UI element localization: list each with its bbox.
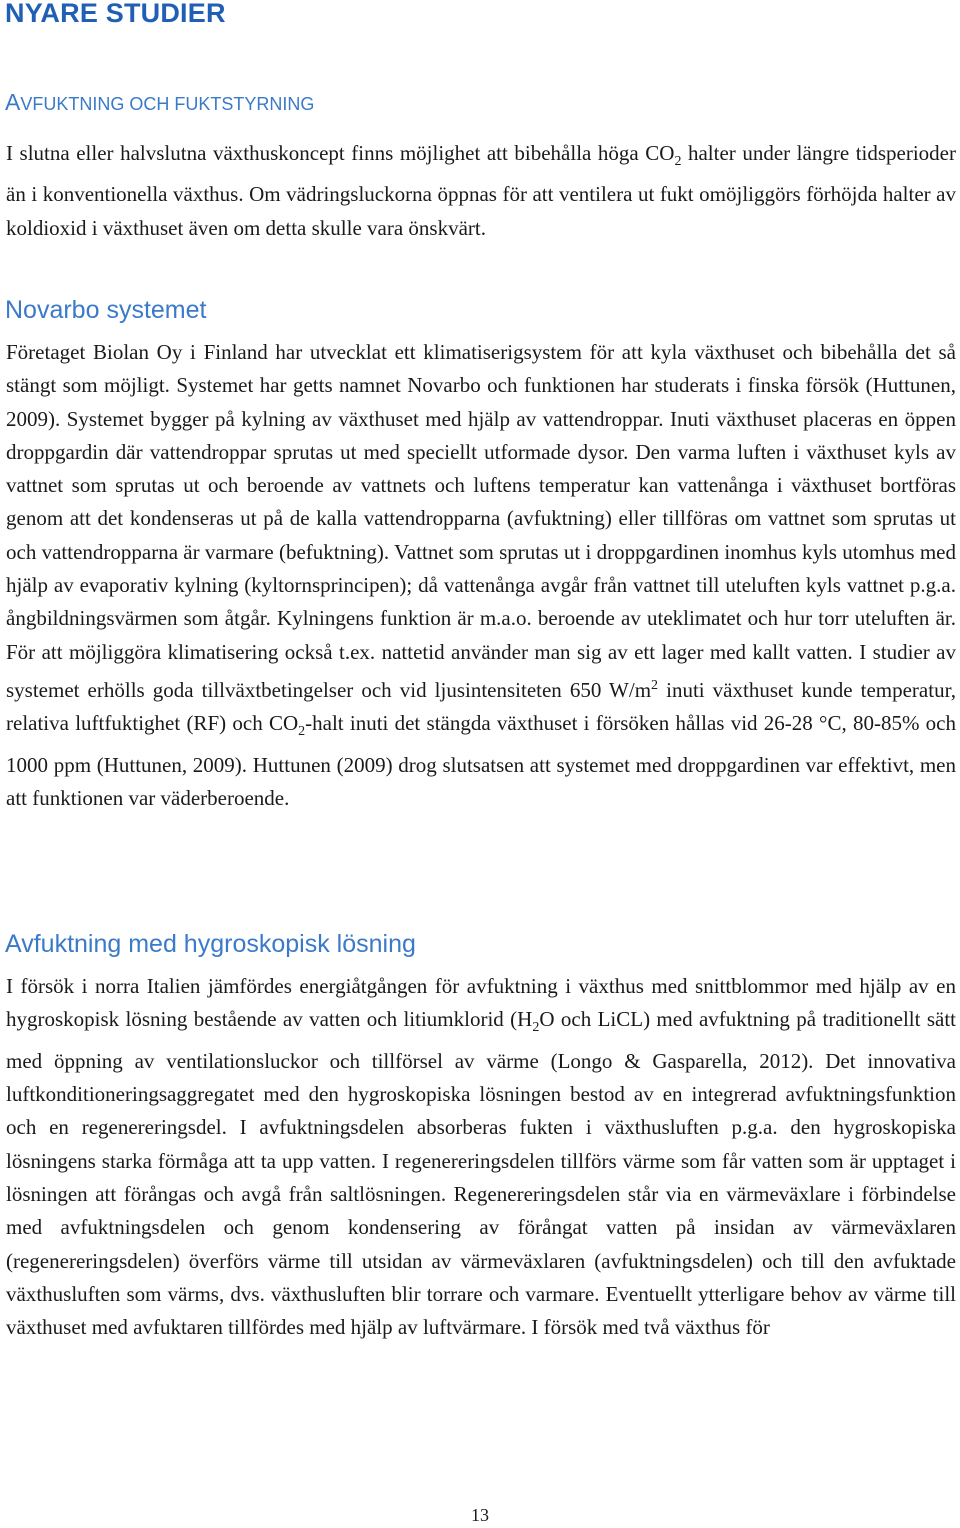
heading-hygroskopisk: Avfuktning med hygroskopisk lösning [5,930,416,958]
page-number: 13 [471,1505,489,1525]
paragraph-novarbo: Företaget Biolan Oy i Finland har utvecklat ett klimatiserigsystem för att kyla växthuset och bibehålla det så stängt som möjligt. Systemet har getts namnet Novarbo och funktionen har studerats i finska försök (Huttunen, 2009). Systemet bygger på kylning av växthuset med hjälp av vattendroppar. Inuti växthuset placeras en öppen droppgardin där vattendroppar sprutas ut med speciellt utformade dysor. Den varma luften i växthuset kyls av vattnet som sprutas ut och beroende av vattnets och luftens temperatur kan vattenånga i växthuset bortföras genom att det kondenseras ut på de kalla vattendropparna (avfuktning) eller tillföras om vattnet som sprutas ut och vattendropparna är varmare (befuktning). Vattnet som sprutas ut i droppgardinen inomhus kyls utomhus med hjälp av evaporativ kylning (kyltornsprincipen); då vattenånga avgår från vattnet till uteluften kyls vattnet p.g.a. ångbildningsvärmen som åtgår. Kylningens funktion är m.a.o. beroende av uteklimatet och hur torr uteluften är. För att möjliggöra klimatisering också t.ex. nattetid använder man sig av ett lager med kallt vatten. I studier av systemet erhölls goda tillväxtbetingelser och vid ljusintensiteten 650 $W/m^2$ inuti växthuset kunde temperatur, relativa luftfuktighet (RF) och $CO_2$-halt inuti det stängda växthuset i försöken hållas vid 26-28 °C, 80-85% och 1000 ppm (Huttunen, 2009). Huttunen (2009) drog slutsatsen att systemet med droppgardinen var effektivt, men att funktionen var väderberoende. [6,340,957,811]
heading-first-letter: A [5,89,21,115]
heading-novarbo: Novarbo systemet [5,296,207,324]
heading-avfuktning-fuktstyrning [5,89,314,116]
section-title: NYARE STUDIER [5,0,226,28]
heading-rest: VFUKTNING OCH FUKTSTYRNING [20,94,315,114]
paragraph-hygroskopisk: I försök i norra Italien jämfördes energiåtgången för avfuktning i växthus med snittblommor med hjälp av en hygroskopisk lösning bestående av vatten och litiumklorid ($H_2O$ och LiCL) med avfuktning på traditionellt sätt med öppning av ventilationsluckor och tillförsel av värme (Longo & Gasparella, 2012). Det innovativa luftkonditioneringsaggregatet med den hygroskopiska lösningen bestod av en integrerad avfuktningsfunktion och en regenereringsdel. I avfuktningsdelen absorberas fukten i växthusluften p.g.a. den hygroskopiska lösningens starka förmåga att ta upp vatten. I regenereringsdelen tillförs värme som får vatten som är upptaget i lösningen att förångas och avgå från saltlösningen. Regenereringsdelen står via en värmeväxlare i förbindelse med avfuktningsdelen och genom kondensering av förångat vatten på insidan av värmeväxlaren (regenereringsdelen) överförs värme till utsidan av värmeväxlaren (avfuktningsdelen) och till den avfuktade växthusluften som värms, dvs. växthusluften blir torrare och varmare. Eventuellt ytterligare behov av värme till växthuset med avfuktaren tillfördes med hjälp av luftvärmare. I försök med två växthus för [6,974,957,1340]
paragraph-intro: I slutna eller halvslutna växthuskoncept finns möjlighet att bibehålla höga $CO_2$ halter under längre tidsperioder än i konventionella växthus. Om vädringsluckorna öppnas för att ventilera ut fukt omöjliggörs förhöjda halter av koldioxid i växthuset även om detta skulle vara önskvärt. [6,141,956,240]
